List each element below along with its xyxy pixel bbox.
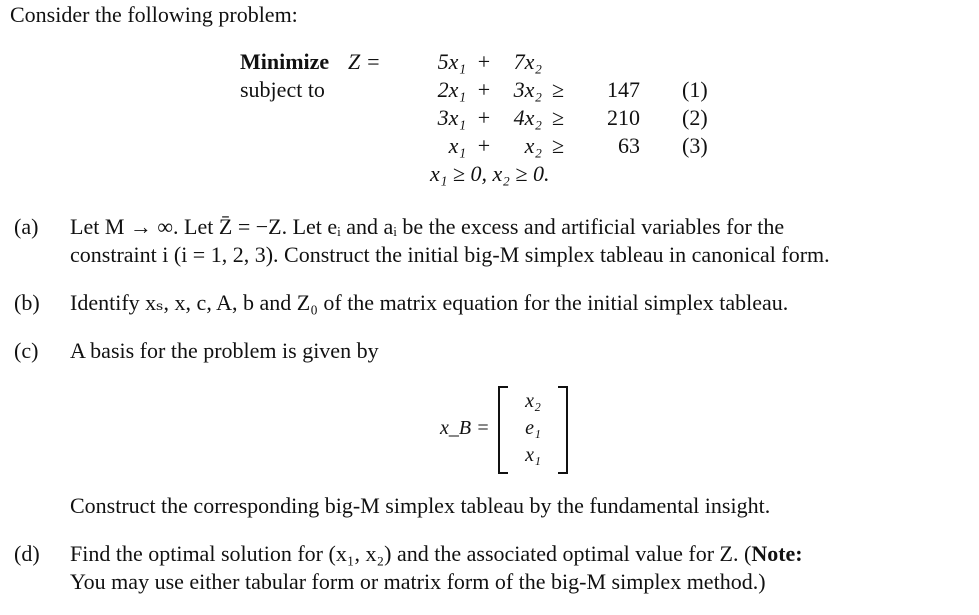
objective-row <box>240 48 708 76</box>
part-c-line-1: A basis for the problem is given by <box>70 338 379 363</box>
constraint-row-2 <box>240 104 708 132</box>
constraint-op: + <box>477 105 491 130</box>
part-d-label: (d) <box>14 541 40 566</box>
constraint-number: (1) <box>682 77 708 102</box>
objective-term-1: 5x₁ <box>437 49 466 74</box>
part-d-line-1 <box>70 541 803 567</box>
part-a-label: (a) <box>14 214 39 239</box>
part-b-label: (b) <box>14 290 40 315</box>
part-a-line-1: Let M → ∞. Let Z̄ = −Z. Let eᵢ and aᵢ be the excess and artificial variables for the <box>70 214 785 239</box>
constraint-rhs: 147 <box>607 77 640 102</box>
constraint-relation: ≥ <box>551 133 565 158</box>
part-a-line-2: constraint i (i = 1, 2, 3). Construct the initial big-M simplex tableau in canonical form. <box>70 242 830 267</box>
constraint-term: x₂ <box>524 133 542 158</box>
part-c-label: (c) <box>14 338 39 363</box>
part-d-line-2: You may use either tabular form or matrix form of the big-M simplex method.) <box>70 569 766 594</box>
constraint-number: (3) <box>682 133 708 158</box>
objective-lhs: Z = <box>348 49 381 74</box>
constraint-number: (2) <box>682 105 708 130</box>
nonnegativity-constraint: x₁ ≥ 0, x₂ ≥ 0. <box>430 161 550 186</box>
constraint-row-3 <box>240 132 708 160</box>
constraint-term: 2x₁ <box>437 77 466 102</box>
constraint-relation: ≥ <box>551 77 565 102</box>
constraint-rhs: 210 <box>607 105 640 130</box>
basis-entry-1: x₂ <box>525 390 541 412</box>
minimize-label: Minimize <box>240 49 330 74</box>
lp-formulation <box>240 48 708 188</box>
constraint-term: 3x₂ <box>513 77 542 102</box>
basis-entry-2: e₁ <box>525 417 541 439</box>
nonnegativity-row <box>240 160 708 188</box>
note-label: Note: <box>751 541 803 566</box>
objective-op: + <box>477 49 491 74</box>
constraint-row-1 <box>240 76 708 104</box>
constraint-relation: ≥ <box>551 105 565 130</box>
constraint-term: 4x₂ <box>513 105 542 130</box>
part-d-line-1-text: Find the optimal solution for (x₁, x₂) and the associated optimal value for Z. ( <box>70 541 752 566</box>
constraint-term: x₁ <box>448 133 466 158</box>
constraint-term: 3x₁ <box>437 105 466 130</box>
objective-term-2: 7x₂ <box>513 49 542 74</box>
basis-vector <box>498 386 568 472</box>
basis-vector-lhs: x_B = <box>440 417 490 439</box>
subject-to-label: subject to <box>240 77 325 102</box>
constraint-op: + <box>477 133 491 158</box>
basis-entry-3: x₁ <box>525 444 541 466</box>
part-c-line-2: Construct the corresponding big-M simplex tableau by the fundamental insight. <box>70 493 771 518</box>
constraint-rhs: 63 <box>618 133 640 158</box>
part-b-line-1: Identify xₛ, x, c, A, b and Z₀ of the matrix equation for the initial simplex tableau. <box>70 290 789 315</box>
constraint-op: + <box>477 77 491 102</box>
intro-text: Consider the following problem: <box>10 2 298 27</box>
